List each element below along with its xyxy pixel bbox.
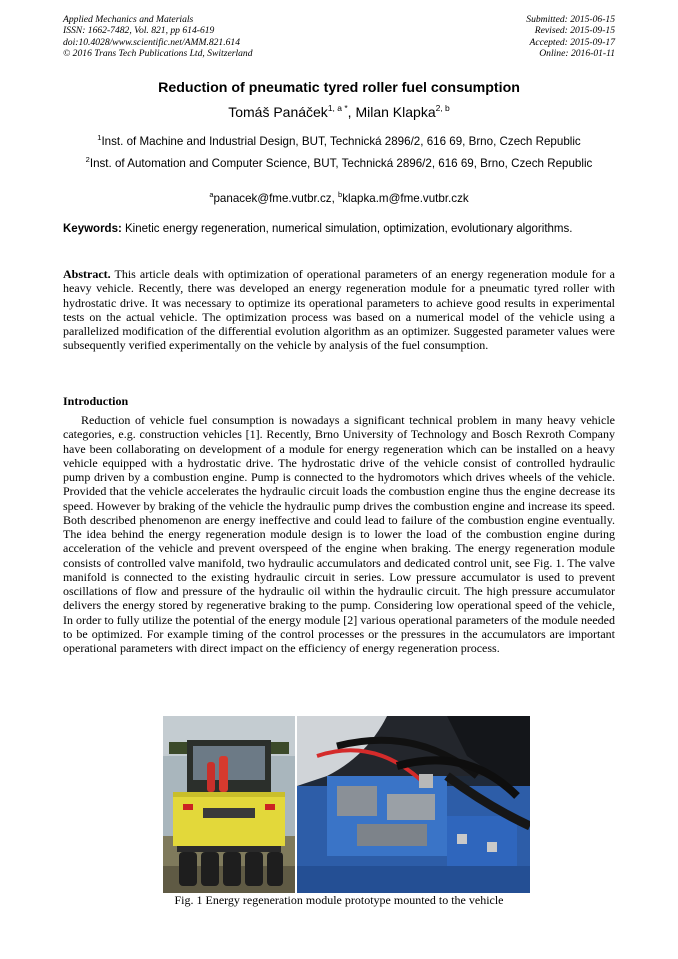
- keywords-text: Kinetic energy regeneration, numerical simulation, optimization, evolutionary algorithms.: [121, 223, 573, 235]
- manifold-photo-illustration: [297, 716, 530, 893]
- author-separator: ,: [347, 104, 356, 120]
- introduction-paragraph: Reduction of vehicle fuel consumption is nowadays a significant technical problem in many heavy vehicle categories, e.g. construction vehicles [1]. Recently, Brno University of Technology and Bosch Rexroth Company have been collaborating on development of a module for energy regeneration which can be installed on a heavy vehicle equipped with a hydrostatic drive. The hydrostatic drive of the vehicle consist of controlled hydraulic pump driven by a combustion engine. Pump is connected to the hydromotors which drives wheels of the vehicle. Provided that the vehicle accelerates the hydraulic circuit loads the combustion engine thus the engine decrease its speed. However by braking of the vehicle the hydraulic pump drives the combustion engine and increase its speed. Both described phenomenon are energy ineffective and could lead to failure of the combustion engine eventually. The idea behind the energy regeneration module design is to lower the load of the combustion engine during acceleration of the vehicle and prevent overspeed of the engine when braking. The energy regeneration module consists of controlled valve manifold, two hydraulic accumulators and dedicated control unit, see Fig. 1. The valve manifold is connected to the existing hydraulic circuit in series. Low pressure accumulator is used to prevent oscillations of flow and pressure of the hydraulic oil within the hydraulic circuit. The high pressure accumulator delivers the energy stored by regenerative braking to the pump. Considering low operational speed of the vehicle, In order to fully utilize the potential of the energy module [2] various operational parameters of the module needed to be optimized. For example timing of the control processes or the pressures in the accumulators are important operational parameters with direct impact on the efficiency of energy regeneration process.: [63, 413, 615, 655]
- email-b: klapka.m@fme.vutbr.czk: [342, 192, 469, 205]
- affiliation-2: [83, 153, 595, 172]
- figure-photo-manifold: [297, 716, 530, 893]
- journal-name: Applied Mechanics and Materials: [63, 14, 194, 25]
- affiliation-2-text: Inst. of Automation and Computer Science, BUT, Technická 2896/2, 616 69, Brno, Czech Republic: [89, 157, 593, 170]
- keywords: [63, 222, 615, 237]
- abstract-text: This article deals with optimization of operational parameters of an energy regeneration module for a heavy vehicle. Recently, there was developed an energy regeneration module for a pneumatic tyred roller with hydrostatic drive. It was necessary to optimize its operational parameters to achieve good results in experimental tests on the actual vehicle. The optimization process was based on a numerical model of the vehicle using a parallelized modification of the differential evolution algorithm as an optimizer. Suggested parameter values were subsequently verified experimentally on the vehicle by analysis of the fuel consumption.: [63, 267, 615, 353]
- affiliation-2-marker: 2: [85, 155, 90, 164]
- journal-header-right: [526, 14, 615, 60]
- affiliation-1: [63, 131, 615, 150]
- section-heading-introduction: Introduction: [63, 394, 129, 408]
- issn-line: ISSN: 1662-7482, Vol. 821, pp 614-619: [63, 25, 215, 37]
- abstract: [63, 267, 615, 353]
- revised-date: Revised: 2015-09-15: [534, 25, 615, 37]
- email-a: panacek@fme.vutbr.cz,: [213, 192, 339, 205]
- affiliation-1-text: Inst. of Machine and Industrial Design, BUT, Technická 2896/2, 616 69, Brno, Czech Republic: [101, 135, 581, 148]
- abstract-label: Abstract.: [63, 267, 111, 281]
- email-line: [63, 188, 615, 207]
- copyright-line: © 2016 Trans Tech Publications Ltd, Switzerland: [63, 48, 253, 60]
- email-a-marker: a: [209, 190, 214, 199]
- paper-title: Reduction of pneumatic tyred roller fuel consumption: [158, 80, 520, 96]
- roller-photo-illustration: [163, 716, 295, 893]
- author-line: [0, 103, 678, 120]
- author-1: Tomáš Panáček: [228, 104, 328, 120]
- submitted-date: Submitted: 2015-06-15: [526, 14, 615, 25]
- figure-caption: Fig. 1 Energy regeneration module prototype mounted to the vehicle: [174, 893, 504, 907]
- affiliation-1-marker: 1: [97, 133, 102, 142]
- accepted-date: Accepted: 2015-09-17: [529, 36, 615, 48]
- figure-photo-roller: [163, 716, 295, 893]
- author-1-affil: 1, a *: [327, 103, 348, 113]
- author-2: Milan Klapka: [355, 104, 436, 120]
- journal-header-left: [63, 14, 253, 60]
- email-b-marker: b: [338, 190, 343, 199]
- doi-line: doi:10.4028/www.scientific.net/AMM.821.614: [63, 36, 241, 48]
- author-2-affil: 2, b: [435, 103, 450, 113]
- online-date: Online: 2016-01-11: [539, 48, 615, 60]
- keywords-label: Keywords:: [63, 223, 122, 235]
